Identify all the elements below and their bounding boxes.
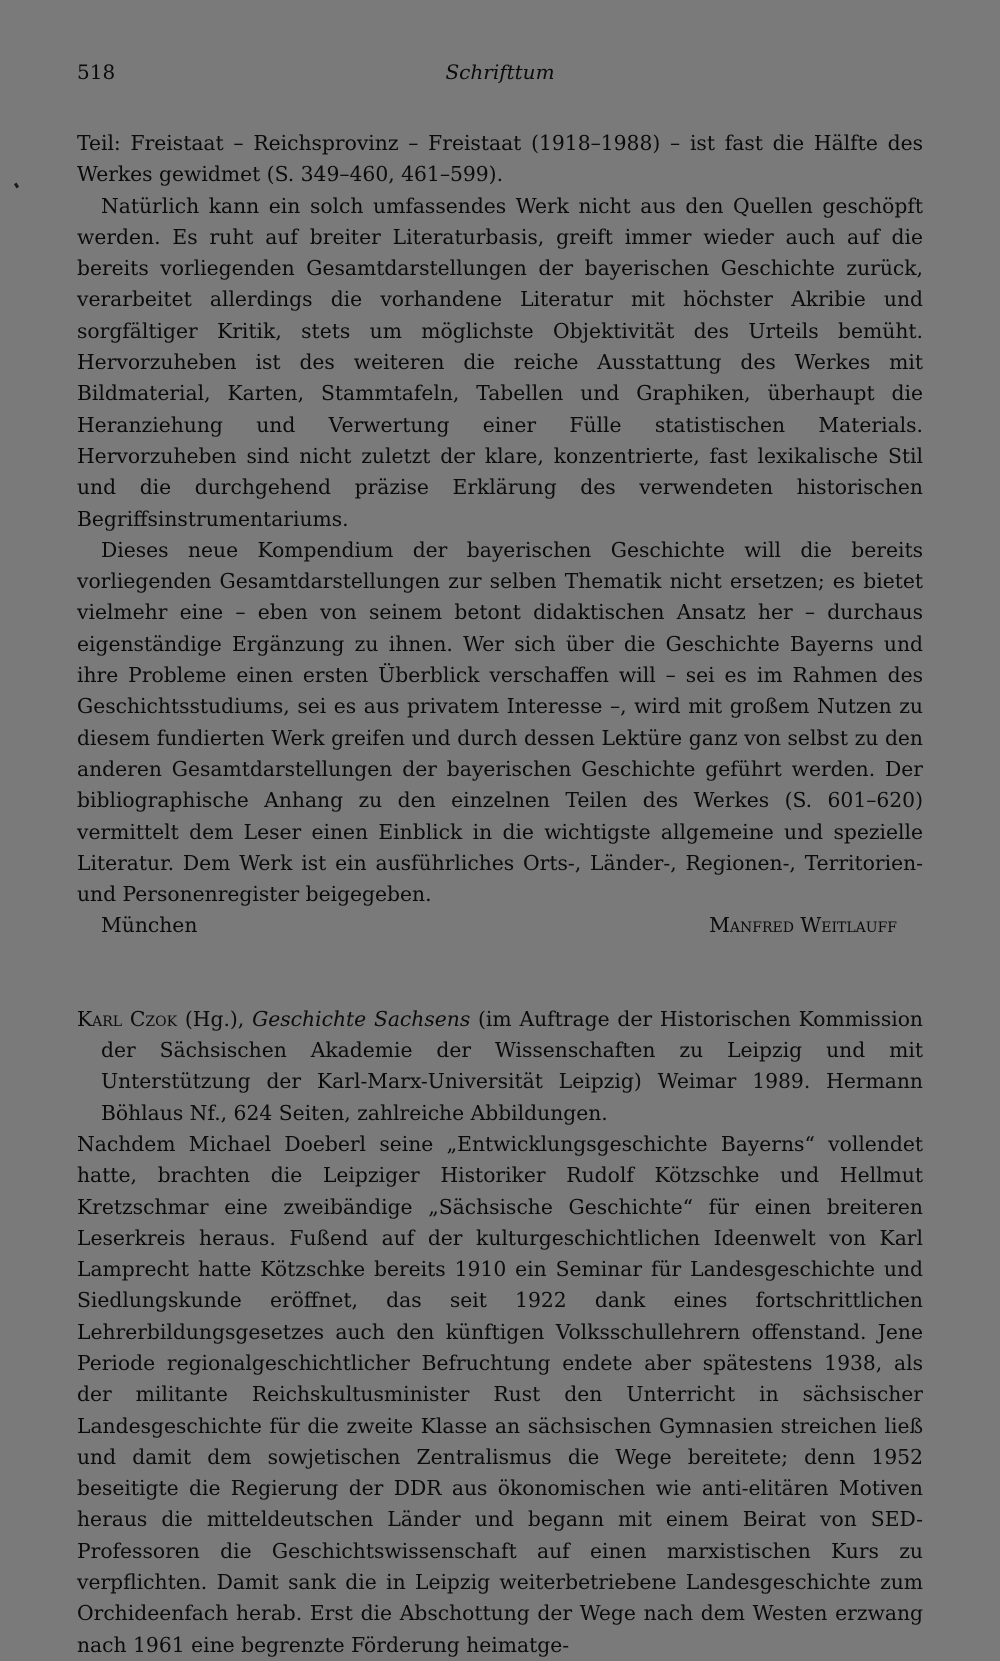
review1-paragraph-1: Teil: Freistaat – Reichsprovinz – Freistaat (1918–1988) – ist fast die Hälfte des Werkes gewidmet (S. 349–460, 461–599). bbox=[77, 131, 923, 187]
book-editor-note: (Hg.), bbox=[177, 1006, 253, 1031]
book-title: Geschichte Sachsens bbox=[252, 1006, 471, 1031]
review1-signature bbox=[77, 910, 923, 941]
review1-paragraph-2: Natürlich kann ein solch umfassendes Werk nicht aus den Quellen geschöpft werden. Es ruht auf breiter Literaturbasis, greift immer wieder auch auf die bereits vorliegenden Gesamtdarstellungen der bayerischen Geschichte zurück, verarbeitet allerdings die vorhandene Literatur mit höchster Akribie und sorgfältiger Kritik, stets um möglichste Objektivität des Urteils bemüht. Hervorzuheben ist des weiteren die reiche Ausstattung des Werkes mit Bildmaterial, Karten, Stammtafeln, Tabellen und Graphiken, überhaupt die Heranziehung und Verwertung einer Fülle statistischen Materials. Hervorzuheben sind nicht zuletzt der klare, konzentrierte, fast lexikalische Stil und die durchgehend präzise Erklärung des verwendeten historischen Begriffsinstrumentariums. bbox=[77, 193, 923, 531]
book-details: (im Auftrage der Historischen Kommission der Sächsischen Akademie der Wissenschaften zu Leipzig und mit Unterstützung der Karl-Marx-Universität Leipzig) Weimar 1989. Hermann Böhlaus Nf., 624 Seiten, zahlreiche Abbildungen. bbox=[101, 1006, 923, 1125]
review-place: München bbox=[101, 913, 198, 938]
reviewer-name: Manfred Weitlauff bbox=[709, 913, 897, 938]
scan-speck bbox=[14, 183, 19, 189]
review2-bibliographic-entry bbox=[77, 1004, 923, 1129]
running-head: Schrifttum bbox=[445, 60, 555, 84]
page-number: 518 bbox=[77, 60, 116, 84]
review2-paragraph-1: Nachdem Michael Doeberl seine „Entwicklungsgeschichte Bayerns“ vollendet hatte, brachten die Leipziger Historiker Rudolf Kötzschke und Hellmut Kretzschmar eine zweibändige „Sächsische Geschichte“ für einen breiteren Leserkreis heraus. Fußend auf der kulturgeschichtlichen Ideenwelt von Karl Lamprecht hatte Kötzschke bereits 1910 ein Seminar für Landesgeschichte und Siedlungskunde eröffnet, das seit 1922 dank eines fortschrittlichen Lehrerbildungsgesetzes auch den künftigen Volksschullehrern offenstand. Jene Periode regionalgeschichtlicher Befruchtung endete aber spätestens 1938, als der militante Reichskultusminister Rust den Unterricht in sächsischer Landesgeschichte für die zweite Klasse an sächsischen Gymnasien streichen ließ und damit dem sowjetischen Zentralismus die Wege bereitete; denn 1952 beseitigte die Regierung der DDR aus ökonomischen wie anti-elitären Motiven heraus die mitteldeutschen Länder und begann mit einem Beirat von SED-Professoren die Geschichtswissenschaft auf einen marxistischen Kurs zu verpflichten. Damit sank die in Leipzig weiterbetriebene Landesgeschichte zum Orchideenfach herab. Erst die Abschottung der Wege nach dem Westen erzwang nach 1961 eine begrenzte Förderung heimatge- bbox=[77, 1131, 923, 1657]
book-author: Karl Czok bbox=[77, 1006, 178, 1031]
page-header bbox=[77, 60, 923, 90]
section-gap bbox=[77, 942, 923, 1004]
page-body bbox=[77, 128, 923, 1661]
review1-paragraph-3: Dieses neue Kompendium der bayerischen Geschichte will die bereits vorliegenden Gesamtdarstellungen zur selben Thematik nicht ersetzen; es bietet vielmehr eine – eben von seinem betont didaktischen Ansatz her – durchaus eigenständige Ergänzung zu ihnen. Wer sich über die Geschichte Bayerns und ihre Probleme einen ersten Überblick verschaffen will – sei es im Rahmen des Geschichtsstudiums, sei es aus privatem Interesse –, wird mit großem Nutzen zu diesem fundierten Werk greifen und durch dessen Lektüre ganz von selbst zu den anderen Gesamtdarstellungen der bayerischen Geschichte geführt werden. Der bibliographische Anhang zu den einzelnen Teilen des Werkes (S. 601–620) vermittelt dem Leser einen Einblick in die wichtigste allgemeine und spezielle Literatur. Dem Werk ist ein ausführliches Orts-, Länder-, Regionen-, Territorien- und Personenregister beigegeben. bbox=[77, 537, 923, 907]
